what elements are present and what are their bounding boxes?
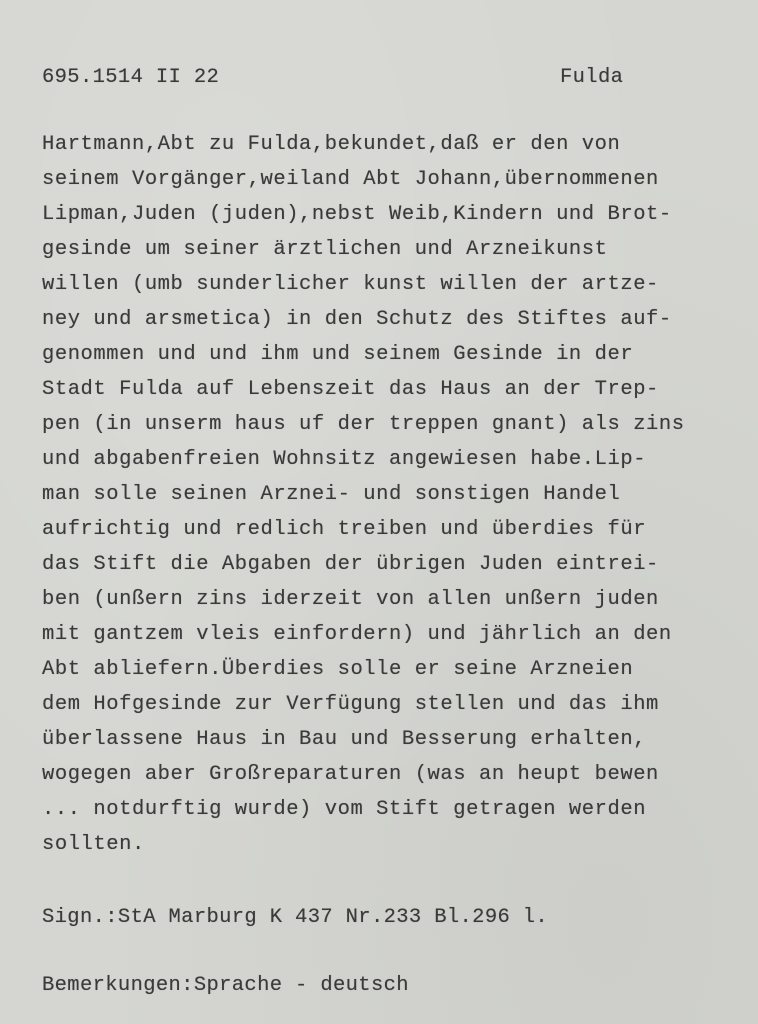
body-line: ney und arsmetica) in den Schutz des Stiftes auf- (42, 308, 672, 331)
body-line: das Stift die Abgaben der übrigen Juden eintrei- (42, 553, 659, 576)
body-line: sollten. (42, 833, 145, 856)
body-line: Hartmann,Abt zu Fulda,bekundet,daß er den von (42, 133, 621, 156)
remarks-language: Bemerkungen:Sprache - deutsch (42, 974, 409, 997)
body-line: ben (unßern zins iderzeit von allen unßern juden (42, 588, 659, 611)
body-line: willen (umb sunderlicher kunst willen der artze- (42, 273, 659, 296)
body-line: wogegen aber Großreparaturen (was an heupt bewen (42, 763, 659, 786)
document-place: Fulda (560, 66, 624, 89)
body-line: überlassene Haus in Bau und Besserung erhalten, (42, 728, 647, 751)
body-line: genommen und und ihm und seinem Gesinde in der (42, 343, 634, 366)
body-line: pen (in unserm haus uf der treppen gnant) als zins (42, 413, 685, 436)
body-line: Lipman,Juden (juden),nebst Weib,Kindern und Brot- (42, 203, 672, 226)
body-line: man solle seinen Arznei- und sonstigen Handel (42, 483, 621, 506)
body-line: mit gantzem vleis einfordern) und jährlich an den (42, 623, 672, 646)
body-line: Abt abliefern.Überdies solle er seine Arzneien (42, 658, 634, 681)
body-line: und abgabenfreien Wohnsitz angewiesen habe.Lip- (42, 448, 647, 471)
body-line: aufrichtig und redlich treiben und überdies für (42, 518, 647, 541)
body-line: ... notdurftig wurde) vom Stift getragen werden (42, 798, 647, 821)
archive-signature: Sign.:StA Marburg K 437 Nr.233 Bl.296 l. (42, 906, 549, 929)
body-line: Stadt Fulda auf Lebenszeit das Haus an der Trep- (42, 378, 659, 401)
body-line: dem Hofgesinde zur Verfügung stellen und das ihm (42, 693, 659, 716)
body-line: seinem Vorgänger,weiland Abt Johann,übernommenen (42, 168, 659, 191)
document-reference: 695.1514 II 22 (42, 66, 220, 89)
body-line: gesinde um seiner ärztlichen und Arzneikunst (42, 238, 608, 261)
